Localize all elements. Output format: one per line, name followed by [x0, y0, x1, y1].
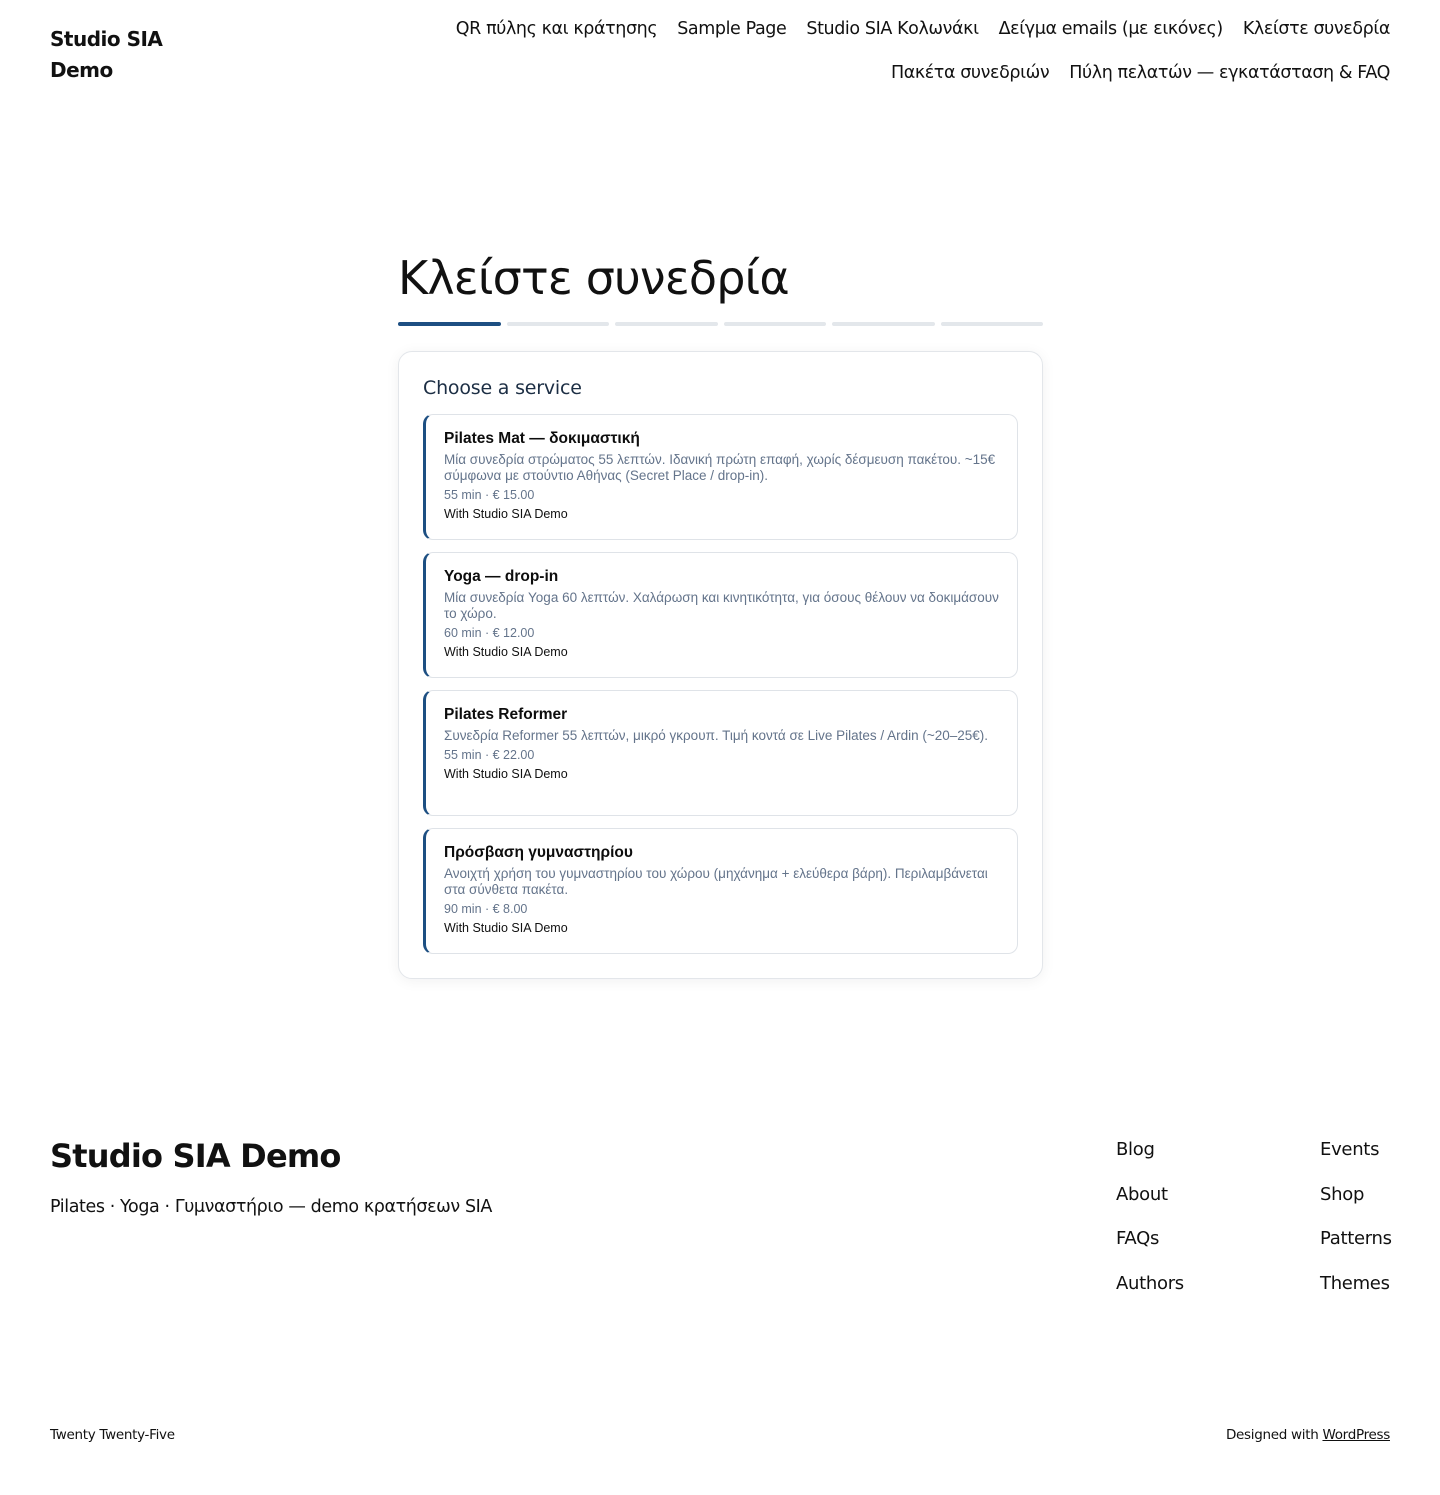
service-description: Μία συνεδρία στρώματος 55 λεπτών. Ιδανική πρώτη επαφή, χωρίς δέσμευση πακέτου. ~15€ σύμφωνα με στούντιο Αθήνας (Secret Place / drop-in). — [444, 452, 996, 483]
nav-item-session-packages[interactable]: Πακέτα συνεδριών — [890, 63, 1050, 83]
panel-heading: Choose a service — [423, 377, 582, 399]
designed-with-credit — [1226, 1426, 1390, 1444]
service-card-yoga[interactable] — [423, 552, 1018, 678]
service-card-gym-access[interactable] — [423, 828, 1018, 954]
footer-link-blog[interactable]: Blog — [1116, 1139, 1155, 1160]
service-name: Pilates Mat — δοκιμαστική — [444, 430, 640, 447]
theme-credit: Twenty Twenty-Five — [50, 1427, 175, 1443]
footer-link-authors[interactable]: Authors — [1116, 1272, 1184, 1294]
primary-navigation — [310, 18, 1390, 85]
booking-panel — [398, 351, 1043, 979]
booking-progress-steps — [398, 322, 1043, 326]
service-description: Μία συνεδρία Yoga 60 λεπτών. Χαλάρωση και κινητικότητα, για όσους θέλουν να δοκιμάσουν το χώρο. — [444, 590, 999, 621]
footer-links-column-1 — [1116, 1138, 1184, 1316]
service-provider: With Studio SIA Demo — [444, 645, 568, 659]
service-card-pilates-reformer[interactable] — [423, 690, 1018, 816]
service-provider: With Studio SIA Demo — [444, 767, 568, 781]
service-name: Pilates Reformer — [444, 706, 568, 723]
footer-link-faqs[interactable]: FAQs — [1116, 1228, 1160, 1249]
wordpress-link[interactable]: WordPress — [1322, 1427, 1390, 1443]
progress-step-4 — [724, 322, 827, 326]
progress-step-2 — [507, 322, 610, 326]
service-name: Πρόσβαση γυμναστηρίου — [444, 844, 633, 861]
progress-step-1 — [398, 322, 501, 326]
service-duration-price: 90 min · € 8.00 — [444, 902, 528, 916]
service-provider: With Studio SIA Demo — [444, 507, 568, 521]
nav-item-client-portal-faq[interactable]: Πύλη πελατών — εγκατάσταση & FAQ — [1069, 63, 1390, 83]
service-description: Ανοιχτή χρήση του γυμναστηρίου του χώρου (μηχάνημα + ελεύθερα βάρη). Περιλαμβάνεται στα σύνθετα πακέτα. — [444, 866, 988, 897]
footer-link-about[interactable]: About — [1116, 1183, 1168, 1205]
service-provider: With Studio SIA Demo — [444, 921, 568, 935]
footer-link-shop[interactable]: Shop — [1320, 1183, 1365, 1205]
footer-site-title: Studio SIA Demo — [50, 1137, 341, 1175]
service-list — [423, 414, 1018, 966]
service-description: Συνεδρία Reformer 55 λεπτών, μικρό γκρουπ. Τιμή κοντά σε Live Pilates / Ardin (~20–25€). — [444, 728, 989, 743]
footer-tagline: Pilates · Yoga · Γυμναστήριο — demo κρατήσεων SIA — [50, 1197, 493, 1217]
nav-item-book-session[interactable]: Κλείστε συνεδρία — [1242, 19, 1390, 39]
service-duration-price: 60 min · € 12.00 — [444, 626, 535, 640]
service-duration-price: 55 min · € 22.00 — [444, 748, 535, 762]
service-name: Yoga — drop-in — [444, 568, 559, 585]
progress-step-6 — [941, 322, 1044, 326]
footer-links-column-2 — [1320, 1138, 1392, 1316]
service-card-pilates-mat[interactable] — [423, 414, 1018, 540]
nav-item-qr-portal[interactable]: QR πύλης και κράτησης — [455, 19, 658, 39]
footer-link-events[interactable]: Events — [1320, 1139, 1380, 1160]
footer-link-patterns[interactable]: Patterns — [1320, 1228, 1392, 1249]
designed-with-label: Designed with — [1225, 1427, 1319, 1443]
page-title: Κλείστε συνεδρία — [398, 251, 789, 305]
progress-step-5 — [832, 322, 935, 326]
site-title-link[interactable]: Studio SIA Demo — [50, 27, 163, 82]
progress-step-3 — [615, 322, 718, 326]
nav-item-sample-emails[interactable]: Δείγμα emails (με εικόνες) — [998, 19, 1223, 39]
nav-item-studio-kolonaki[interactable]: Studio SIA Κολωνάκι — [806, 19, 979, 39]
service-duration-price: 55 min · € 15.00 — [444, 488, 535, 502]
nav-item-sample-page[interactable]: Sample Page — [677, 19, 787, 39]
footer-link-themes[interactable]: Themes — [1320, 1272, 1390, 1294]
